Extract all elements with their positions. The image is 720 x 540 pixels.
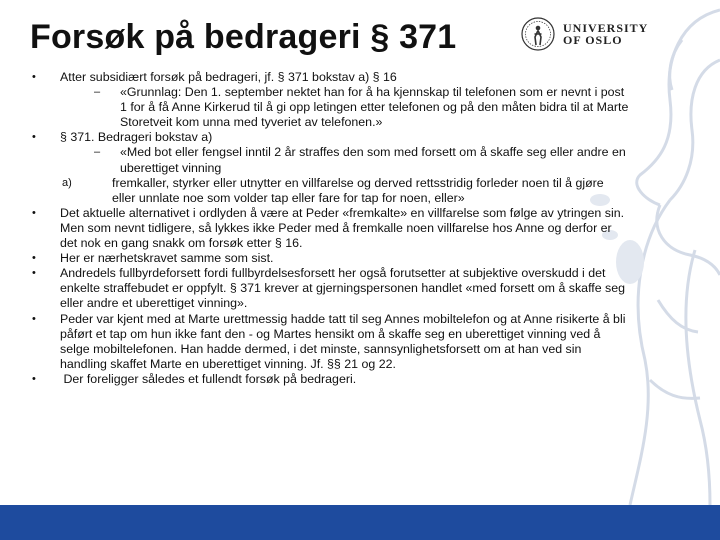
bullet-item (30, 145, 630, 175)
bullet-text: Her er nærhetskravet samme som sist. (60, 251, 274, 266)
bullet-item (30, 176, 630, 206)
bullet-text: «Med bot eller fengsel inntil 2 år straffes den som med forsett om å skaffe seg eller andre en uberettiget vinning (120, 145, 630, 175)
bullet-marker: • (32, 131, 36, 144)
bullet-list (30, 70, 630, 387)
bullet-marker: a) (62, 176, 72, 189)
bullet-marker: – (94, 86, 101, 99)
footer-bar (0, 505, 720, 540)
bullet-item (30, 70, 630, 85)
bullet-text: Andredels fullbyrdeforsett fordi fullbyrdelsesforsett her også forutsetter at subjektive overskudd i det enkelte straffebudet er oppfylt. § 371 krever at gjerningspersonen handlet «med forsett om å skaffe seg eller andre et uberettiget vinning». (60, 266, 629, 311)
logo-line-2: OF OSLO (563, 33, 623, 47)
slide-title: Forsøk på bedrageri § 371 (30, 18, 457, 56)
bullet-marker: • (32, 372, 36, 385)
bullet-marker: • (32, 252, 36, 265)
bullet-text: Atter subsidiært forsøk på bedrageri, jf. § 371 bokstav a) § 16 (60, 70, 397, 84)
university-logo (521, 17, 648, 51)
university-seal-icon (521, 17, 555, 51)
bullet-text: fremkaller, styrker eller utnytter en villfarelse og derved rettsstridig forleder noen til å gjøre eller unnlate noe som volder tap eller fare for tap for noen, eller» (112, 175, 608, 205)
bullet-marker: – (94, 146, 101, 159)
logo-line-1: UNIVERSITY (563, 21, 649, 35)
bullet-text: «Grunnlag: Den 1. september nektet han for å ha kjennskap til telefonen som er nevnt i post 1 for å få Anne Kirkerud til å gi opp letingen etter telefonen og på den måten bidra til at Marte Storetveit kom unna med tyveriet av telefonen.» (120, 85, 632, 130)
bullet-marker: • (32, 312, 36, 325)
bullet-item (30, 85, 630, 130)
bullet-item (30, 206, 630, 251)
bullet-item (30, 251, 630, 266)
bullet-marker: • (32, 267, 36, 280)
bullet-text: Peder var kjent med at Marte urettmessig hadde tatt til seg Annes mobiltelefon og at Anne risikerte å bli påført et tap om hun ikke fant den - og Martes hensikt om å skaffe seg en uberettiget vinning ved å selge mobiltelefonen. Han hadde dermed, i det minste, sannsynlighetsforsett om at han ved sin handling skaffet Marte en uberettiget vinning. Jf. §§ 21 og 22. (60, 311, 629, 371)
bullet-item (30, 312, 630, 372)
bullet-text: Der foreligger således et fullendt forsøk på bedrageri. (60, 371, 357, 386)
bullet-marker: • (32, 206, 36, 219)
bullet-item (30, 130, 630, 145)
bullet-marker: • (32, 71, 36, 83)
university-logo-text (563, 22, 648, 46)
bullet-item (30, 372, 630, 387)
bullet-text: § 371. Bedrageri bokstav a) (60, 130, 213, 145)
bullet-text: Det aktuelle alternativet i ordlyden å være at Peder «fremkalte» en villfarelse som følge av ytringen sin. Men som nevnt tidligere, så lykkes ikke Peder med å fremkalle noen villfarelse hos Anne og derfor er det nok en gang snakk om forsøk etter § 16. (60, 205, 628, 251)
bullet-item (30, 266, 630, 311)
